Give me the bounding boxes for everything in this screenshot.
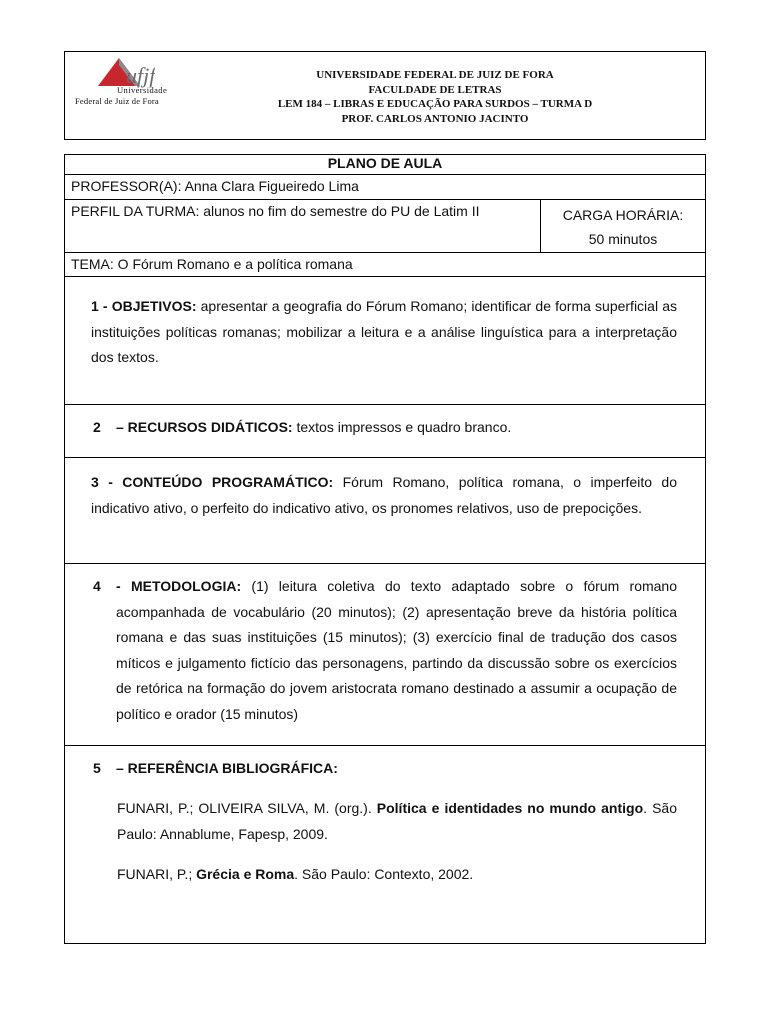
objectives-label: 1 - OBJETIVOS: (91, 298, 197, 314)
reference-title: Política e identidades no mundo antigo (376, 800, 644, 816)
methodology-text: (1) leitura coletiva do texto adaptado sobre o fórum romano acompanhada de vocabulário (20 minutos); (2) apresentação breve da história política romana e das suas instituições (15 minutos); (3) exercício final de tradução dos casos míticos e julgamento fictício das personagens, partindo da discussão sobre os exercícios de retórica na formação do jovem aristocrata romano destinado a assumir a ocupação de político e orador (15 minutos) (116, 578, 678, 722)
theme-text: TEMA: O Fórum Romano e a política romana (71, 256, 353, 272)
workload-value: 50 minutos (588, 231, 658, 247)
section-methodology (65, 564, 705, 746)
reference-authors: FUNARI, P.; OLIVEIRA SILVA, M. (org.). (117, 800, 377, 816)
section-objectives (65, 277, 705, 405)
header-course: LEM 184 – LIBRAS E EDUCAÇÃO PARA SURDOS – TURMA D (277, 98, 593, 110)
reference-item (117, 796, 677, 847)
content-paragraph (91, 470, 677, 521)
references-number: 5 (93, 760, 101, 776)
reference-publisher: . São Paulo: Annablume, Fapesp, 2009. (117, 800, 677, 842)
objectives-paragraph (91, 294, 677, 371)
workload-label: CARGA HORÁRIA: (562, 207, 684, 223)
header-professor: PROF. CARLOS ANTONIO JACINTO (341, 112, 529, 125)
university-logo (69, 56, 175, 112)
header-faculty: FACULDADE DE LETRAS (368, 83, 502, 96)
logo-line-1: Universidade (117, 85, 168, 95)
content-label: 3 - CONTEÚDO PROGRAMÁTICO: (91, 474, 334, 490)
objectives-text: apresentar a geografia do Fórum Romano; identificar de forma superficial as instituições políticas romanas; mobilizar a leitura e a análise linguística para a interpretação dos textos. (91, 298, 677, 365)
section-resources (65, 405, 705, 458)
class-profile-text: PERFIL DA TURMA: alunos no fim do semestre do PU de Latim II (71, 203, 480, 219)
logo-line-2: Federal de Juiz de Fora (75, 96, 159, 106)
plan-title: PLANO DE AULA (65, 155, 705, 175)
resources-label: – RECURSOS DIDÁTICOS: (116, 419, 293, 435)
methodology-paragraph (91, 574, 677, 727)
theme-row (65, 253, 705, 277)
profile-row (65, 200, 705, 253)
methodology-number: 4 (93, 578, 101, 594)
header-university: UNIVERSIDADE FEDERAL DE JUIZ DE FORA (316, 69, 554, 81)
resources-text: textos impressos e quadro branco. (292, 419, 512, 435)
logo-mark-text: ufjf (126, 63, 155, 88)
header-text-block (165, 68, 705, 126)
references-heading (91, 756, 677, 782)
section-references (65, 746, 705, 945)
resources-paragraph (91, 415, 677, 441)
workload-cell (540, 200, 705, 252)
reference-item (117, 862, 677, 888)
reference-authors: FUNARI, P.; (117, 866, 197, 882)
reference-publisher: . São Paulo: Contexto, 2002. (294, 866, 474, 882)
methodology-label: - METODOLOGIA: (116, 578, 242, 594)
professor-text: PROFESSOR(A): Anna Clara Figueiredo Lima (71, 178, 359, 194)
section-content (65, 458, 705, 564)
reference-title: Grécia e Roma (196, 866, 295, 882)
resources-number: 2 (93, 419, 101, 435)
content-text: Fórum Romano, política romana, o imperfeito do indicativo ativo, o perfeito do indicativo ativo, os pronomes relativos, uso de prepocições. (91, 474, 677, 516)
document-header (64, 51, 706, 140)
professor-row (65, 175, 705, 200)
references-label: – REFERÊNCIA BIBLIOGRÁFICA: (116, 760, 338, 776)
lesson-plan-table (64, 154, 706, 944)
